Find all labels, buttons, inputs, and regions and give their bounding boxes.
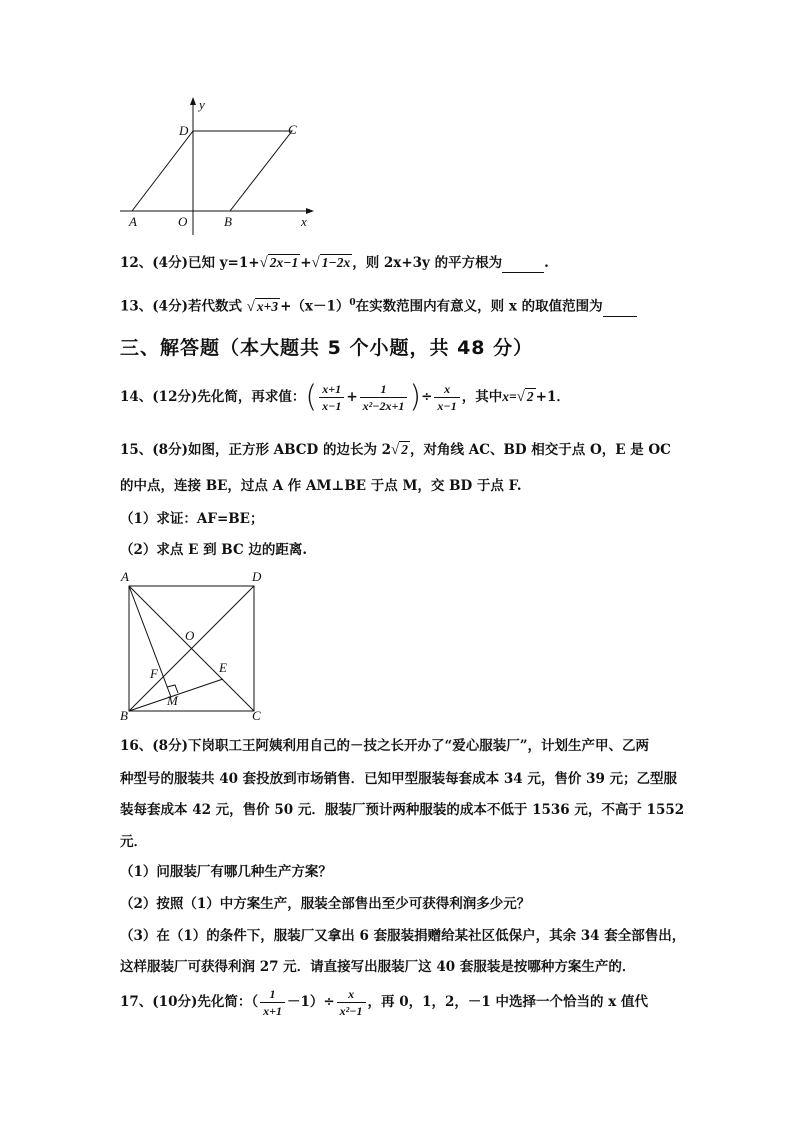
- question-15-line2: 的中点，连接 BE，过点 A 作 AM⊥BE 于点 M，交 BD 于点 F.: [120, 478, 522, 494]
- label-m: M: [167, 693, 178, 708]
- label-a: A: [129, 214, 137, 229]
- question-16-sub3a: （3）在（1）的条件下，服装厂又拿出 6 套服装捐赠给某社区低保户，其余 34 套全部售出，: [120, 928, 686, 944]
- label-f: F: [150, 666, 158, 681]
- parallelogram-figure: [110, 95, 320, 245]
- label-x: x: [301, 214, 307, 229]
- question-13: 13、(4分)若代数式 √ $x+3 +(x-1)^0$在实数范围内有意义，则 x 的取值范围为: [120, 293, 637, 317]
- label-e: E: [219, 660, 227, 675]
- label-o: O: [178, 214, 188, 229]
- question-14: 14、(12分)先化简，再求值：( $\frac{x+1}{x-1}$ + $\frac{1}{\text{x²−2x+1}}$ )÷ $\frac{x}{x-1}$ ，其中x=√ 2 +1．: [120, 379, 570, 415]
- question-17: 17、(10分)先化简：（ $\frac{1}{x+1}$ －1）÷ $\frac{x}{\text{x²−1}}$ ，再 0，1，2，－1 中选择一个恰当的 x 值代: [120, 987, 648, 1018]
- question-16-line1: 16、(8分)下岗职工王阿姨利用自己的－技之长开办了“爱心服装厂”，计划生产甲、乙两: [120, 738, 649, 754]
- answer-blank: [603, 302, 637, 317]
- question-16-line3: 装每套成本 42 元，售价 50 元．服装厂预计两种服装的成本不低于 1536 元，不高于 1552: [120, 802, 685, 818]
- question-16-sub2: （2）按照（1）中方案生产，服装全部售出至少可获得利润多少元？: [120, 896, 531, 912]
- label-b: B: [120, 708, 128, 723]
- question-12: 12、(4分)已知 y=1+√ 2x−1 +√ 1−2x ，则 2x+3y 的平方根为 .: [120, 255, 549, 271]
- label-o: O: [185, 628, 195, 643]
- question-15-sub1: （1）求证：AF=BE；: [120, 511, 264, 527]
- answer-blank: [502, 258, 544, 273]
- label-b: B: [224, 214, 232, 229]
- label-c: C: [288, 122, 297, 137]
- label-a: A: [121, 569, 129, 584]
- parallelogram-abcd: [132, 131, 292, 211]
- question-15-line1: 15、(8分)如图，正方形 ABCD 的边长为 2√ 2 ，对角线 AC、BD 相交于点 O，E 是 OC: [120, 442, 671, 458]
- question-16-sub3b: 这样服装厂可获得利润 27 元．请直接写出服装厂这 40 套服装是按哪种方案生产的．: [120, 959, 636, 975]
- question-16-line4: 元．: [120, 834, 147, 850]
- question-15-sub2: （2）求点 E 到 BC 边的距离.: [120, 542, 308, 558]
- question-16-sub1: （1）问服装厂有哪几种生产方案？: [120, 864, 332, 880]
- label-y: y: [199, 97, 205, 112]
- label-d: D: [179, 123, 189, 138]
- question-16-line2: 种型号的服装共 40 套投放到市场销售．已知甲型服装每套成本 34 元，售价 39 元；乙型服: [120, 771, 678, 787]
- label-d: D: [252, 569, 262, 584]
- square-figure: [112, 568, 272, 726]
- label-c: C: [252, 708, 261, 723]
- section-heading: 三、解答题（本大题共 5 个小题，共 48 分）: [120, 337, 534, 359]
